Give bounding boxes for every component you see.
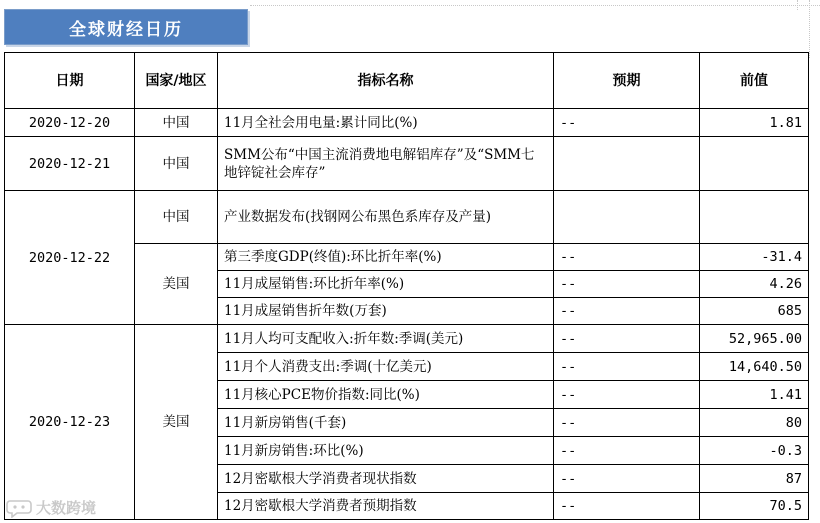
previous-cell: 70.5	[700, 493, 809, 520]
previous-cell: -0.3	[700, 437, 809, 465]
table-row	[5, 137, 809, 191]
indicator-cell: 11月新房销售(千套)	[218, 409, 554, 437]
expected-cell: --	[554, 353, 700, 381]
indicator-cell: 11月全社会用电量:累计同比(%)	[218, 109, 554, 137]
header-indicator: 指标名称	[218, 53, 554, 109]
previous-cell: 14,640.50	[700, 353, 809, 381]
expected-cell: --	[554, 109, 700, 137]
country-cell: 中国	[135, 191, 218, 244]
indicator-cell: 产业数据发布(找钢网公布黑色系库存及产量)	[218, 191, 554, 244]
expected-cell: --	[554, 493, 700, 520]
previous-cell: 80	[700, 409, 809, 437]
expected-cell: --	[554, 271, 700, 298]
page-margin-guide	[809, 0, 810, 58]
previous-cell	[700, 191, 809, 244]
expected-cell	[554, 191, 700, 244]
indicator-cell: 第三季度GDP(终值):环比折年率(%)	[218, 244, 554, 271]
indicator-cell: 11月成屋销售:环比折年率(%)	[218, 271, 554, 298]
expected-cell: --	[554, 325, 700, 353]
indicator-cell: 12月密歇根大学消费者预期指数	[218, 493, 554, 520]
indicator-cell: 12月密歇根大学消费者现状指数	[218, 465, 554, 493]
previous-cell: 685	[700, 298, 809, 325]
previous-cell	[700, 137, 809, 191]
calendar-table	[4, 52, 809, 520]
calendar-title: 全球财经日历	[4, 9, 248, 45]
header-expected: 预期	[554, 53, 700, 109]
previous-cell: 1.41	[700, 381, 809, 409]
indicator-cell: 11月个人消费支出:季调(十亿美元)	[218, 353, 554, 381]
expected-cell: --	[554, 465, 700, 493]
header-previous: 前值	[700, 53, 809, 109]
expected-cell	[554, 137, 700, 191]
watermark	[6, 497, 96, 518]
table-row	[5, 325, 809, 353]
date-cell: 2020-12-23	[5, 325, 135, 520]
table-row	[5, 191, 809, 244]
previous-cell: 52,965.00	[700, 325, 809, 353]
date-cell: 2020-12-21	[5, 137, 135, 191]
previous-cell: 87	[700, 465, 809, 493]
country-cell: 美国	[135, 325, 218, 520]
watermark-text: 大数跨境	[36, 499, 97, 517]
expected-cell: --	[554, 244, 700, 271]
header-row	[5, 53, 809, 109]
header-country: 国家/地区	[135, 53, 218, 109]
indicator-cell: 11月人均可支配收入:折年数:季调(美元)	[218, 325, 554, 353]
page-corner-guide	[797, 0, 798, 10]
previous-cell: 4.26	[700, 271, 809, 298]
expected-cell: --	[554, 381, 700, 409]
indicator-cell: SMM公布“中国主流消费地电解铝库存”及“SMM七地锌锭社会库存”	[218, 137, 554, 191]
date-cell: 2020-12-20	[5, 109, 135, 137]
indicator-cell: 11月新房销售:环比(%)	[218, 437, 554, 465]
country-cell: 中国	[135, 137, 218, 191]
previous-cell: 1.81	[700, 109, 809, 137]
expected-cell: --	[554, 437, 700, 465]
indicator-cell: 11月核心PCE物价指数:同比(%)	[218, 381, 554, 409]
expected-cell: --	[554, 409, 700, 437]
date-cell: 2020-12-22	[5, 191, 135, 325]
chat-bubble-icon	[6, 498, 32, 518]
table-row	[5, 109, 809, 137]
country-cell: 美国	[135, 244, 218, 325]
previous-cell: -31.4	[700, 244, 809, 271]
page-top-guide	[250, 5, 820, 6]
expected-cell: --	[554, 298, 700, 325]
header-date: 日期	[5, 53, 135, 109]
indicator-cell: 11月成屋销售折年数(万套)	[218, 298, 554, 325]
country-cell: 中国	[135, 109, 218, 137]
